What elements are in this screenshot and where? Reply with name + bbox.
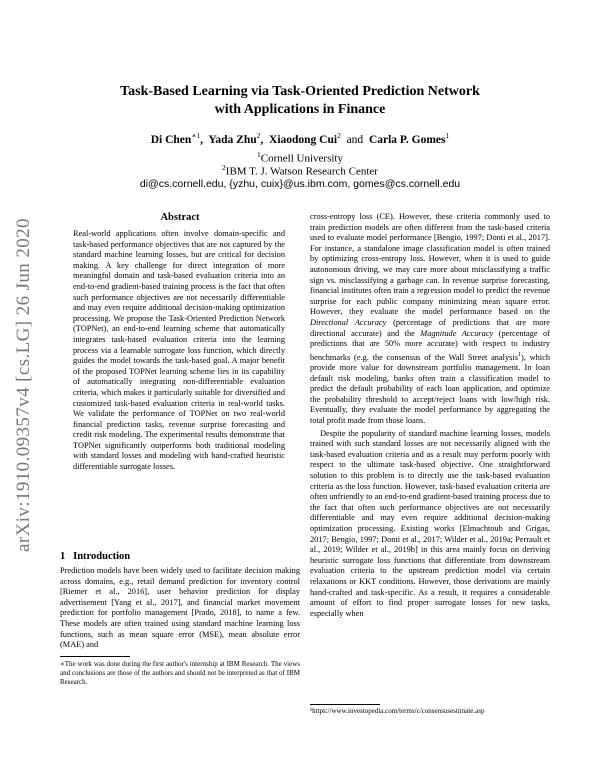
section-heading-introduction — [60, 551, 130, 562]
text-run: (percentage of predictions that are 50% more accurate) with respect to industry benchmarks (e.g. the consensus of the Wall Street analysis — [310, 328, 550, 362]
title-line-2: with Applications in Finance — [214, 102, 386, 117]
affiliation-text: IBM T. J. Watson Research Center — [225, 165, 378, 178]
author-name: Carla P. Gomes — [368, 133, 446, 146]
abstract-body — [73, 229, 285, 473]
right-paragraph-1 — [310, 212, 550, 427]
author-name: Yada Zhu — [208, 133, 257, 146]
title-line-1: Task-Based Learning via Task-Oriented Prediction Network — [120, 84, 480, 99]
author-separator: , — [260, 133, 264, 146]
text-run: (percentage of predictions that are more directional accurate) and the — [310, 317, 550, 338]
footnote-rule — [60, 656, 130, 657]
author-separator: , — [200, 133, 204, 146]
footnote-author-note: ∗The work was done during the first author's internship at IBM Research. The views and conclusions are those of the authors and should not be interpreted as that of IBM Research. — [60, 660, 300, 687]
author-list — [80, 131, 520, 146]
footnote-rule-right — [310, 704, 380, 705]
affiliation-text: Cornell University — [260, 152, 343, 165]
paper-title — [80, 83, 520, 119]
author-name: Xiaodong Cui — [269, 133, 338, 146]
abstract-heading: Abstract — [160, 212, 200, 223]
introduction-body — [60, 566, 300, 651]
emphasis-directional-accuracy: Directional Accuracy — [310, 317, 387, 327]
text-run: ), which provide more value for downstream portfolio management. In loan default risk modeling, banks often train a classification model to predict the default probability of each loan application, and optimize the probability threshold to accept/reject loans with low/high risk. Eventually, they evaluate the model performance by aggregating the total profit made from those loans. — [310, 352, 550, 426]
right-paragraph-2: Despite the popularity of standard machine learning losses, models trained with such standard losses are not necessarily aligned with the task-based evaluation criteria and as a result may perform poorly with respect to the ultimate task-based objective. One straightforward solution to this problem is to directly use the task-based evaluation criteria as the loss function. However, task-based evaluation criteria are often unfriendly to an end-to-end gradient-based training process due to the fact that often such performance objectives are not necessarily differentiable and may even require additional decision-making optimization processing. Existing works [Elmachtoub and Grigas, 2017; Bengio, 1997; Donti et al., 2017; Wilder et al., 2019a; Perrault et al., 2019; Wilder et al., 2019b] in this area mainly focus on deriving heuristic surrogate loss functions that differentiate from downstream evaluation criteria to the upstream prediction model via certain relaxations or KKT conditions. However, those derivations are mainly hand-crafted and task-specific. As a result, it requires a considerable amount of effort to find proper surrogate losses for new tasks, especially when — [310, 428, 550, 618]
author-mark: ∗1 — [191, 131, 201, 140]
text-run: cross-entropy loss (CE). However, these criteria commonly used to train prediction models are often different from the task-based criteria used to evaluate model performance [Bengio, 1997; Donti et al., 2017]. For instance, a standalone image classification model is often trained by optimizing cross-entropy loss. However, when it is used to guide autonomous driving, we may care more about misclassifying a traffic sign vs. misclassifying a garbage can. In revenue surprise forecasting, financial institutes often train a regression model to predict the revenue surprise for each public company minimizing mean square error. However, they evaluate the model performance based on the — [310, 212, 550, 317]
author-mark: 1 — [445, 131, 450, 140]
abstract-text: Real-world applications often involve domain-specific and task-based performance objectives that are not captured by the standard machine learning losses, but are critical for decision making. A key challenge for direct integration of more meaningful domain and task-based evaluation criteria into an end-to-end gradient-based training process is the fact that often such performance objectives are not necessarily differentiable and may even require additional decision-making optimization processing. We propose the Task-Oriented Prediction Network (TOPNet), an end-to-end learning scheme that automatically integrates task-based evaluation criteria into the learning process via a learnable surrogate loss function, which directly guides the model towards the task-based goal. A major benefit of the proposed TOPNet learning scheme lies in its capability of automatically integrating non-differentiable evaluation criteria, which makes it particularly suitable for diversified and customized task-based evaluation criteria in real-world tasks. We validate the performance of TOPNet on two real-world financial prediction tasks, revenue surprise forecasting and credit risk modeling. The experimental results demonstrate that TOPNet significantly outperforms both traditional modeling with standard losses and modeling with hand-crafted heuristic differentiable surrogate losses. — [73, 229, 285, 472]
affiliation-mark: 1 — [257, 150, 261, 159]
affiliation — [80, 163, 520, 178]
author-name: Di Chen — [150, 133, 192, 146]
section-title: Introduction — [73, 551, 131, 562]
footnote-marker: 1 — [518, 351, 521, 358]
author-and: and — [346, 133, 364, 146]
right-column — [310, 212, 550, 619]
section-number: 1 — [60, 551, 66, 562]
introduction-text: Prediction models have been widely used to facilitate decision making across domains, e.g., retail demand prediction for inventory control [Riemer et al., 2016], user behavior prediction for display advertisement [Yang et al., 2017], and financial market movement prediction for portfolio management [Prado, 2018], to name a few. These models are often trained using standard machine learning loss functions, such as mean square error (MSE), mean absolute error (MAE) and — [60, 566, 300, 650]
arxiv-stamp — [2, 175, 46, 595]
emphasis-magnitude-accuracy: Magnitude Accuracy — [420, 328, 494, 338]
author-mark: 2 — [256, 131, 261, 140]
affiliation-mark: 2 — [222, 163, 226, 172]
author-mark: 2 — [337, 131, 341, 140]
arxiv-stamp-text: arXiv:1910.09357v4 [cs.LG] 26 Jun 2020 — [13, 218, 34, 552]
footnote-url: ¹https://www.investopedia.com/terms/c/consensusestimate.asp — [310, 707, 485, 715]
author-emails: di@cs.cornell.edu, {yzhu, cuix}@us.ibm.com, gomes@cs.cornell.edu — [139, 178, 461, 190]
